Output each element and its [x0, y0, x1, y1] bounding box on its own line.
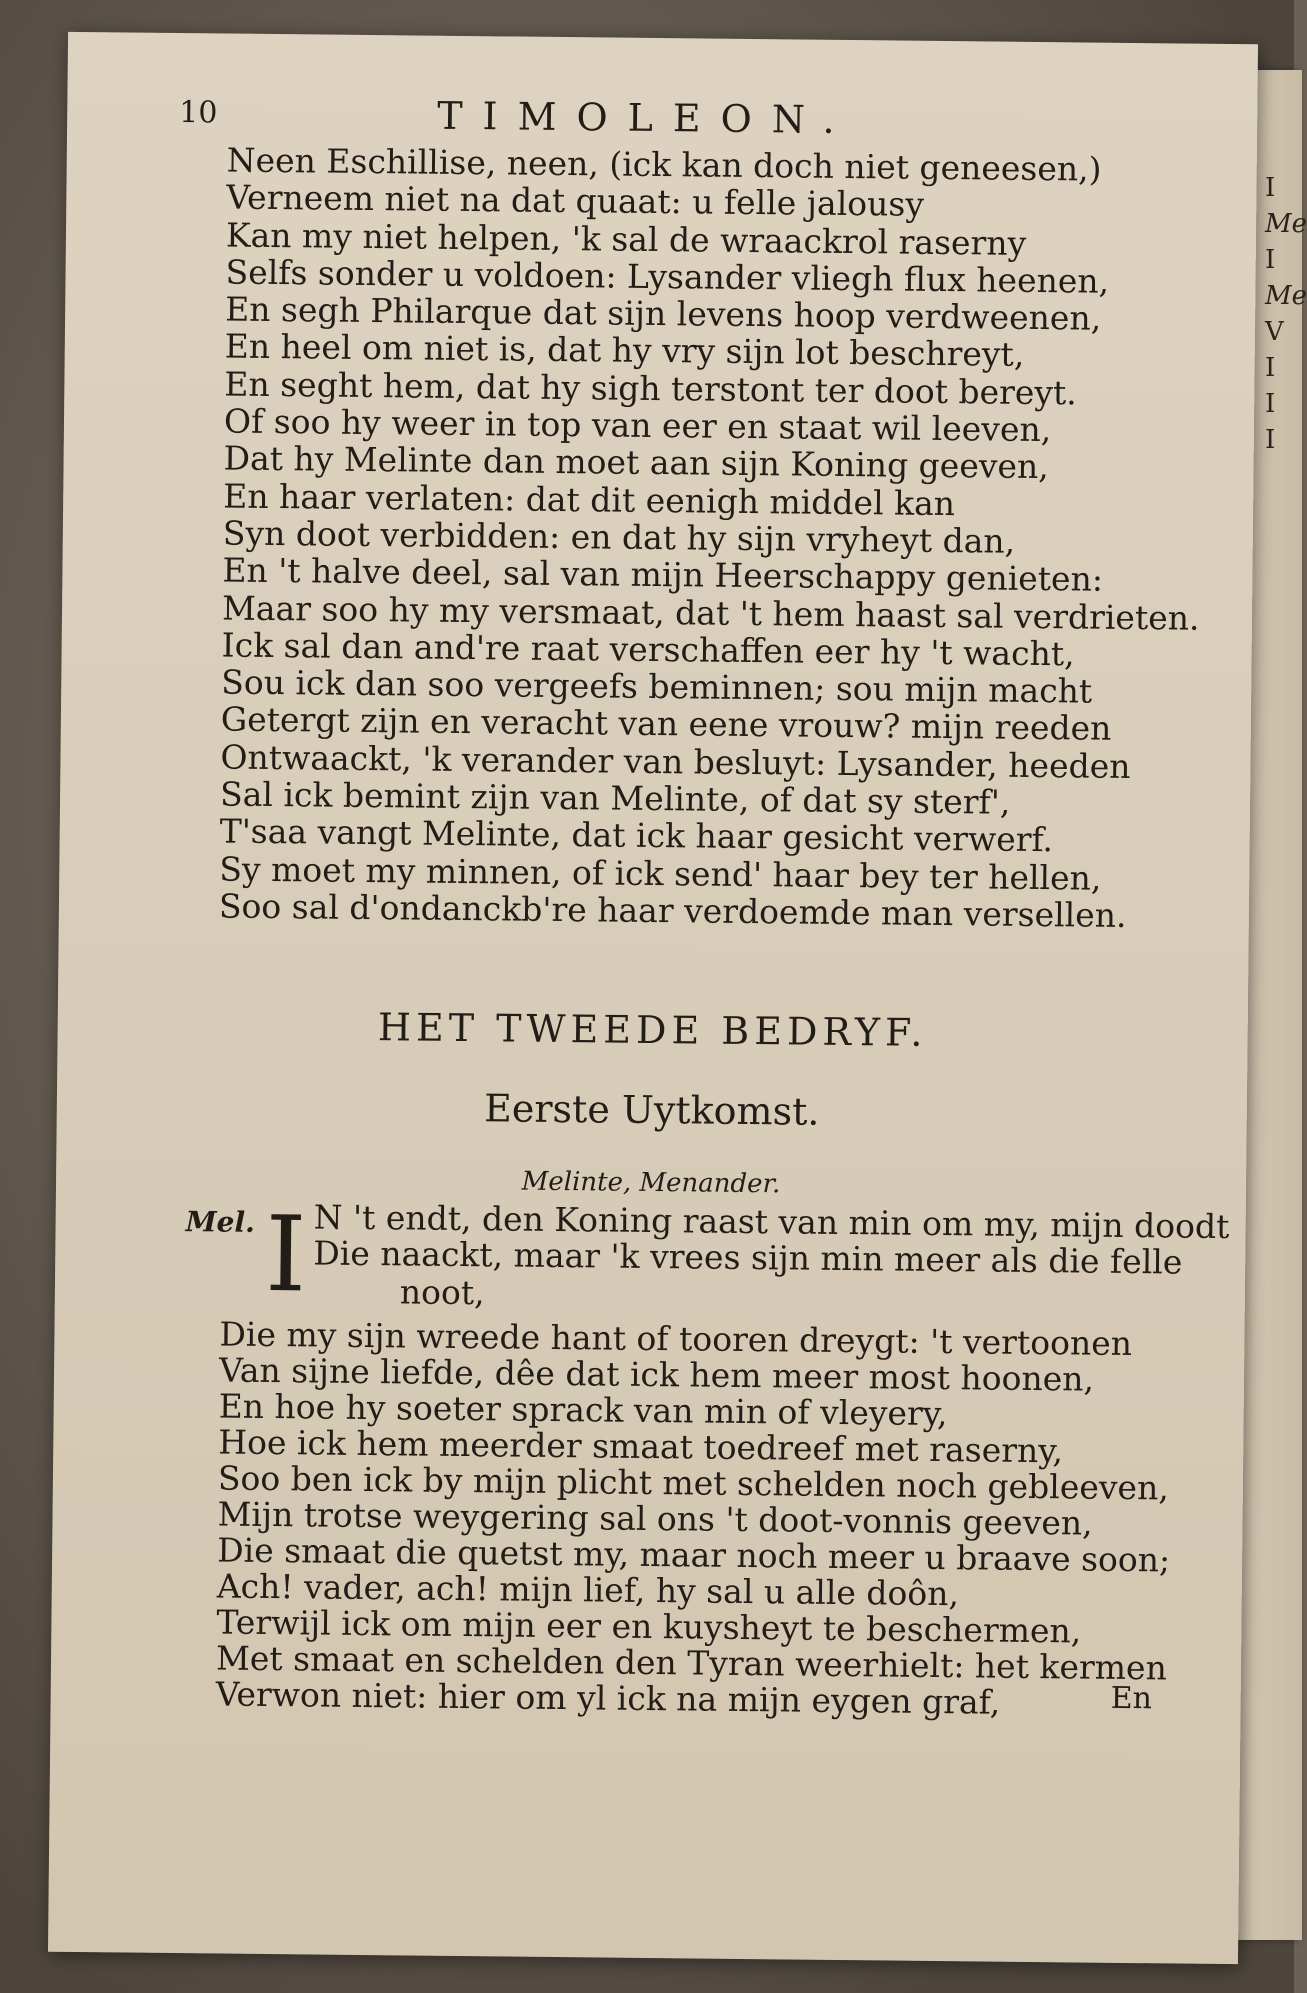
verse-line: Ontwaackt, 'k verander van besluyt: Lysander, heeden	[220, 737, 1131, 786]
facing-page-fragment: I	[1265, 389, 1276, 419]
verse-line: Terwijl ick om mijn eer en kuysheyt te beschermen,	[216, 1602, 1082, 1651]
facing-page-fragment: Me	[1265, 281, 1307, 311]
verse-line: Ach! vader, ach! mijn lief, hy sal u alle doôn,	[216, 1566, 960, 1614]
verse-line: Die smaat die quetst my, maar noch meer u braave soon;	[216, 1530, 1171, 1580]
verse-line: Sal ick bemint zijn van Melinte, of dat sy sterf',	[219, 774, 1011, 822]
scene-heading: Eerste Uytkomst.	[483, 1086, 820, 1134]
verse-line: Kan my niet helpen, 'k sal de wraackrol raserny	[225, 215, 1027, 263]
verse-line: N 't endt, den Koning raast van min om my, mijn doodt	[313, 1197, 1230, 1247]
verse-line: Verneem niet na dat quaat: u felle jalousy	[226, 177, 925, 225]
facing-page-fragment: V	[1265, 317, 1284, 347]
verse-line: Die naackt, maar 'k vrees sijn min meer als die felle	[313, 1233, 1183, 1282]
verse-line: Die my sijn wreede hant of tooren dreygt: 't vertoonen	[219, 1314, 1133, 1364]
verse-line: Getergt zijn en veracht van eene vrouw? mijn reeden	[220, 699, 1112, 749]
facing-page-fragment: I	[1265, 353, 1276, 383]
facing-page-fragment: Me	[1265, 209, 1307, 239]
verse-line: Soo sal d'ondanckb're haar verdoemde man versellen.	[218, 886, 1127, 935]
verse-line: Mijn trotse weygering sal ons 't doot-vonnis geeven,	[217, 1494, 1093, 1543]
turnover-line: noot,	[399, 1272, 485, 1313]
verse-line: En segh Philarque dat sijn levens hoop verdweenen,	[224, 289, 1102, 338]
verse-line: En hoe hy soeter sprack van min of vleyery,	[218, 1386, 948, 1434]
verse-line: Ick sal dan and're raat verschaffen eer hy 't wacht,	[221, 625, 1075, 674]
facing-page-fragments	[1265, 170, 1307, 458]
verse-line: Soo ben ick by mijn plicht met schelden noch gebleeven,	[217, 1458, 1170, 1508]
verse-line: Of soo hy weer in top van eer en staat wil leeven,	[223, 401, 1052, 450]
verse-line: T'saa vangt Melinte, dat ick haar gesicht verwerf.	[219, 811, 1054, 860]
verse-line: Sy moet my minnen, of ick send' haar bey ter hellen,	[219, 849, 1102, 898]
verse-line: En seght hem, dat hy sigh terstont ter doot bereyt.	[224, 364, 1078, 413]
verse-line: Verwon niet: hier om yl ick na mijn eygen graf,	[215, 1674, 1001, 1722]
act-heading: HET TWEEDE BEDRYF.	[377, 1005, 928, 1055]
verse-block-top	[219, 141, 1205, 934]
folio-number: 10	[179, 94, 218, 131]
persons-line: Melinte, Menander.	[521, 1166, 781, 1200]
speaker-label: Mel.	[185, 1205, 256, 1239]
verse-line: En heel om niet is, dat hy vry sijn lot beschreyt,	[224, 326, 1025, 375]
verse-line: Sou ick dan soo vergeefs beminnen; sou mijn macht	[221, 662, 1093, 711]
verse-line: Van sijne liefde, dêe dat ick hem meer most hoonen,	[218, 1350, 1095, 1399]
verse-line: Met smaat en schelden den Tyran weerhielt: het kermen	[215, 1638, 1168, 1688]
verse-line: Maar soo hy my versmaat, dat 't hem haast sal verdrieten.	[221, 588, 1200, 638]
verse-line: Dat hy Melinte dan moet aan sijn Koning geeven,	[223, 438, 1049, 487]
verse-line: En haar verlaten: dat dit eenigh middel kan	[223, 476, 956, 523]
book-page	[48, 32, 1258, 1964]
verse-block-opening	[313, 1199, 1229, 1281]
verse-line: Neen Eschillise, neen, (ick kan doch niet geneesen,)	[226, 140, 1102, 189]
catchword: En	[1110, 1680, 1153, 1717]
facing-page-fragment: I	[1265, 173, 1276, 203]
drop-cap-initial: I	[264, 1192, 308, 1316]
verse-block-bottom	[215, 1316, 1172, 1722]
verse-line: En 't halve deel, sal van mijn Heerschappy genieten:	[222, 550, 1104, 599]
running-head: TIMOLEON.	[436, 93, 855, 143]
facing-page-fragment: I	[1265, 425, 1276, 455]
facing-page-fragment: I	[1265, 245, 1276, 275]
verse-line: Hoe ick hem meerder smaat toedreef met raserny,	[218, 1422, 1064, 1471]
verse-line: Syn doot verbidden: en dat hy sijn vryheyt dan,	[222, 513, 1016, 561]
verse-line: Selfs sonder u voldoen: Lysander vliegh flux heenen,	[225, 252, 1110, 301]
